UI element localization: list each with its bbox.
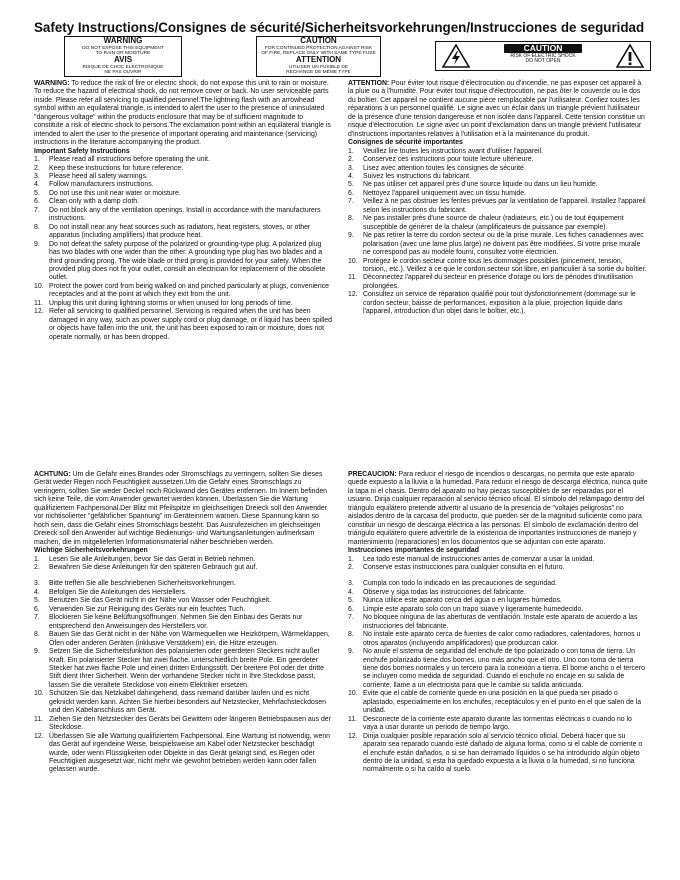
list-gap [348, 572, 648, 580]
item-text: Déconnectez l'appareil du secteur en présence d'orage ou lors de périodes d'inutilisation prolongées. [363, 274, 633, 290]
spanish-heading: Instrucciones importantes de seguridad [348, 547, 479, 555]
item-number: 9. [34, 648, 40, 656]
item-text: Do not block any of the ventilation openings. Install in accordance with the manufacturers instructions. [49, 206, 321, 223]
list-item [34, 181, 332, 189]
lightning-triangle-icon [442, 44, 470, 68]
item-text: Clean only with a damp cloth. [49, 198, 140, 206]
item-number: 5. [348, 597, 354, 605]
item-text: Limpie este aparato solo con un trapo suave y ligeramente humedecido. [363, 605, 584, 613]
english-section [34, 80, 332, 342]
item-text: Evite que el cable de corriente quede en una posición en la que pueda ser pisado o aplastado, especialmente en los enchufes, receptáculos y en el punto en el que salen de la unidad. [363, 690, 642, 715]
list-item [34, 300, 332, 308]
item-text: Bitte treffen Sie alle beschriebenen Sicherheitsvorkehrungen. [49, 580, 236, 588]
item-text: Ne pas installer près d'une source de chaleur (radiateurs, etc.) ou de tout équipement susceptible de générer de la chaleur (amplificateurs de puissance par exemple). [363, 215, 624, 231]
item-text: Conservez ces instructions pour toute lecture ultérieure. [363, 156, 534, 164]
item-text: Bauen Sie das Gerät nicht in der Nähe von Wärmequellen wie Heizkörpern, Wärmeklappen, Öfen oder anderen Geräten (inklusive Verstärkern) ein, die Hitze erzeugen. [49, 631, 330, 647]
warning-heading: WARNING [103, 36, 143, 45]
item-number: 5. [34, 597, 40, 605]
item-text: Protégez le cordon secteur contre tous les dommages possibles (pincement, tension, torsion,, etc.). Veillez à ce que le cordon secteur soit libre, en particulier à sa sortie du boîtier. [363, 257, 647, 273]
page-title: Safety Instructions/Consignes de sécurité/Sicherheitsvorkehrungen/Instrucciones de seguridad [34, 20, 645, 35]
list-item [348, 716, 648, 733]
list-item [34, 564, 332, 572]
item-text: Überlassen Sie alle Wartung qualifiziertem Fachpersonal. Eine Wartung ist notwendig, wenn das Gerät auf irgendeine Weise, beispielsweise am Kabel oder Netzstecker beschädigt wurde, oder wenn Flüssigkeiten oder Objekte in das Gerät gelangt sind, es Regen oder Feuchtigkeit ausgesetzt war, nicht mehr wie gewohnt betrieben werden kann oder fallen gelassen wurde. [49, 732, 330, 774]
avis-line: RISQUE DE CHOC ELECTRONIQUE [82, 64, 164, 70]
warning-line: DO NOT EXPOSE THIS EQUIPMENT [82, 45, 164, 51]
shock-caution-banner [435, 41, 651, 71]
english-list [34, 156, 332, 342]
item-number: 1. [348, 555, 354, 563]
spanish-lead: PRECAUCION: [348, 471, 397, 478]
list-item [34, 207, 332, 224]
german-section [34, 471, 332, 775]
list-item [348, 733, 648, 775]
caution-heading: CAUTION [300, 36, 337, 45]
list-item [348, 589, 648, 597]
list-item [34, 716, 332, 733]
item-number: 12. [348, 732, 358, 740]
list-item [34, 631, 332, 648]
item-number: 11. [348, 715, 358, 723]
item-text: Veuillez lire toutes les instructions avant d'utiliser l'appareil. [363, 147, 543, 155]
item-text: Befolgen Sie die Anleitungen des Herstellers. [49, 588, 187, 596]
item-number: 8. [34, 223, 40, 231]
shock-heading: CAUTION [504, 44, 582, 53]
list-item [34, 606, 332, 614]
list-item [34, 165, 332, 173]
list-item [348, 232, 648, 257]
list-item [348, 564, 648, 572]
french-intro-text: Pour éviter tout risque d'électrocution ou d'incendie, ne pas exposer cet appareil à la pluie ou à l'humidité. Pour éviter tout risque d'électrocution, ne pas ôter le couvercle ou le dos du boîtier. Cet appareil ne contient aucune pièce remplaçable par l'utilisateur. Confiez toutes les réparations à un personnel qualifié. Le signe avec un éclair dans un triangle prévient l'utilisateur de la présence d'une tension dangereuse et non isolée dans l'appareil. Cette tension constitue un risque d'électrocution. Le signe avec un point d'exclamation dans un triangle prévient l'utilisateur d'instructions importantes relatives à l'utilisation et à la maintenance du produit. [348, 80, 645, 138]
item-text: Please heed all safety warnings. [49, 172, 148, 180]
list-item [348, 690, 648, 715]
item-number: 3. [34, 172, 40, 180]
shock-line: RISK OF ELECTRIC SHOCK [510, 53, 576, 59]
item-text: Schützen Sie das Netzkabel dahingehend, dass niemand darüber laufen und es nicht geknickt werden kann. Achten Sie hierbei besonders auf Netzstecker, Mehrfachsteckdosen und den Kabelanschluss am Gerät. [49, 690, 326, 715]
french-lead: ATTENTION: [348, 80, 390, 87]
item-text: Conserve estas instrucciones para cualquier consulta en el futuro. [363, 563, 565, 571]
warning-label [64, 36, 182, 77]
item-text: Unplug this unit during lightning storms or when unused for long periods of time. [49, 299, 293, 307]
list-item [34, 198, 332, 206]
item-number: 3. [348, 164, 354, 172]
item-number: 12. [348, 291, 358, 299]
list-item [34, 614, 332, 631]
item-number: 4. [34, 588, 40, 596]
list-item [348, 181, 648, 189]
list-item [34, 224, 332, 241]
list-item [348, 173, 648, 181]
item-text: Refer all servicing to qualified personnel. Servicing is required when the unit has been damaged in any way, such as power supply cord or plug damage, or if liquid has been spilled or objects have fallen into the unit, the unit has been exposed to rain or moisture, does not operate normally, or has been dropped. [49, 308, 332, 341]
exclamation-triangle-icon [616, 44, 644, 68]
list-item [348, 606, 648, 614]
list-item [348, 198, 648, 215]
avis-line: NE PAS OUVRIR [104, 70, 142, 76]
item-text: Veillez à ne pas obstruer les fentes prévues par la ventilation de l'appareil. Installez l'appareil selon les instructions du fabricant. [363, 198, 646, 214]
item-text: Cumpla con todo lo indicado en las precauciones de seguridad. [363, 580, 557, 588]
caution-line: FOR CONTINUED PROTECTION AGAINST RISK [264, 45, 373, 51]
list-item [34, 597, 332, 605]
fuse-caution-label [256, 36, 381, 77]
spanish-intro-text: Para reducir el riesgo de incendios o descargas, no permita que este aparato quede expuesto a la lluvia o la humedad. Para reducir el riesgo de descarga eléctrica, nunca quite la tapa ni el chasis. Dentro del aparato no hay piezas susceptibles de ser reparadas por el usuario. Dirija cualquier reparación al servicio técnico oficial. El símbolo del relámpago dentro del triángulo equilátero pretende advertir al usuario de la presencia de "voltajes peligrosos" no aislados dentro de la carcasa del producto, que pueden ser de la magnitud suficiente como para constituir un riesgo de descarga eléctrica a las personas. El símbolo de exclamación dentro del triángulo equilátero quiere advertirle de la existencia de importantes instrucciones de manejo y mantenimiento (reparaciones) en los documentos que se adjuntan con este aparato. [348, 471, 648, 546]
item-text: Lesen Sie alle Anleitungen, bevor Sie das Gerät in Betrieb nehmen. [49, 555, 256, 563]
list-item [348, 215, 648, 232]
item-number: 6. [34, 198, 40, 206]
item-number: 9. [348, 232, 354, 240]
item-text: Dirija cualquier posible reparación solo al servicio técnico oficial. Deberá hacer que su aparato sea reparado cuando esté dañado de alguna forma, como si el cable de corriente o el enchufe están dañados, o si se han derramado líquidos o se ha introducido algún objeto dentro de la unidad, si esta ha quedado expuesta a la lluvia o la humedad, si no funciona normalmente o si ha caído al suelo. [363, 732, 643, 774]
item-number: 11. [348, 274, 358, 282]
item-text: Nettoyez l'appareil uniquement avec un tissu humide. [363, 189, 526, 197]
item-number: 11. [34, 715, 44, 723]
english-heading: Important Safety Instructions [34, 147, 130, 155]
item-number: 9. [348, 648, 354, 656]
item-number: 8. [34, 631, 40, 639]
item-number: 2. [34, 164, 40, 172]
list-item [34, 283, 332, 300]
item-text: Desconecte de la corriente este aparato durante las tormentas eléctricas o cuando no lo vaya a usar durante un periodo de tiempo largo. [363, 715, 632, 732]
item-number: 3. [348, 580, 354, 588]
item-text: Follow manufacturers instructions. [49, 181, 154, 189]
item-number: 1. [348, 147, 354, 155]
item-number: 1. [34, 156, 40, 164]
item-number: 3. [34, 580, 40, 588]
german-heading: Wichtige Sicherheitsvorkehrungen [34, 547, 148, 555]
list-item [348, 648, 648, 690]
item-number: 12. [34, 732, 44, 740]
item-number: 8. [348, 215, 354, 223]
spanish-intro [348, 471, 648, 547]
item-text: Protect the power cord from being walked on and pinched particularly at plugs, convenience receptacles and at the point at which they exit from the unit. [49, 282, 329, 299]
german-lead: ACHTUNG: [34, 471, 71, 478]
item-number: 12. [34, 308, 44, 316]
item-number: 2. [34, 563, 40, 571]
item-text: Setzen Sie die Sicherheitsfunktion des polarisierten oder geerdeten Steckers nicht außer Kraft. Ein polarisierter Stecker hat zwei flache, unterschiedlich breite Pole. Ein geerdeter Stecker hat zwei flache Pole und einen dritten Erdungsstift. Der breitere Pol oder der dritte Stift dient Ihrer Sicherheit. Wenn der vorhandene Stecker nicht in Ihre Steckdose passt, lassen Sie die veraltete Steckdose von einem Elektriker ersetzen. [49, 648, 325, 689]
list-item [34, 580, 332, 588]
item-number: 9. [34, 240, 40, 248]
list-item [348, 631, 648, 648]
german-intro [34, 471, 332, 547]
french-section [348, 80, 648, 317]
list-item [348, 556, 648, 564]
list-item [34, 690, 332, 715]
list-item [348, 597, 648, 605]
item-number: 7. [34, 614, 40, 622]
item-number: 2. [348, 156, 354, 164]
shock-line: DO NOT OPEN [525, 58, 561, 65]
item-text: Ziehen Sie den Netzstecker des Geräts bei Gewittern oder längeren Betriebspausen aus der Steckdose. [49, 715, 331, 732]
french-intro [348, 80, 648, 139]
list-item [348, 258, 648, 275]
list-item [34, 190, 332, 198]
item-number: 10. [348, 257, 358, 265]
item-number: 6. [348, 189, 354, 197]
item-text: Bewahren Sie diese Anleitungen für den späteren Gebrauch gut auf. [49, 563, 258, 571]
item-text: No instale este aparato cerca de fuentes de calor como radiadores, calentadores, hornos u otros aparatos (incluyendo amplificadores) que produzcan calor. [363, 631, 641, 647]
warning-line: TO RAIN OR MOISTURE [95, 50, 151, 56]
list-item [34, 733, 332, 775]
avis-heading: AVIS [113, 55, 133, 65]
item-text: Benutzen Sie das Gerät nicht in der Nähe von Wasser oder Feuchtigkeit. [49, 597, 271, 605]
attention-line: UTILISER UN FUSIBLE DE [288, 64, 349, 70]
list-item [34, 241, 332, 283]
list-item [348, 190, 648, 198]
item-number: 7. [34, 206, 40, 214]
item-number: 1. [34, 555, 40, 563]
list-item [34, 173, 332, 181]
item-number: 7. [348, 198, 354, 206]
list-item [34, 156, 332, 164]
german-intro-text: Um die Gefahr eines Brandes oder Stromschlags zu verringern, sollten Sie dieses Gerät weder Regen noch Feuchtigkeit aussetzen.Um die Gefahr eines Stromschlags zu verringern, sollten Sie weder Deckel noch Rückwand des Gerätes entfernen. Im Innern befinden sich keine Teile, die vom Anwender gewartet werden können. Überlassen Sie die Wartung qualifiziertem Fachpersonal.Der Blitz mit Pfeilspitze im gleichseitigen Dreieck soll den Anwender vor nichtisolierter "gefährlicher Spannung" im Geräteinnern warnen. Diese Spannung kann so hoch sein, dass die Gefahr eines Stromschlags besteht. Das Ausrufezeichen im gleichseitigen Dreieck soll den Anwender auf wichtige Bedienungs- und Wartungsanleitungen aufmerksam machen, die im mitgelieferten Informationsmaterial näher beschrieben werden. [34, 471, 328, 546]
list-item [348, 614, 648, 631]
item-text: Nunca utilice este aparato cerca del agua o en lugares húmedos. [363, 597, 562, 605]
item-number: 5. [34, 189, 40, 197]
item-text: No bloquee ninguna de las aberturas de ventilación. Instale este aparato de acuerdo a las instrucciones del fabricante. [363, 614, 638, 630]
list-item [348, 580, 648, 588]
item-number: 5. [348, 181, 354, 189]
list-item [34, 589, 332, 597]
item-number: 11. [34, 299, 44, 307]
german-list [34, 556, 332, 775]
item-number: 6. [34, 605, 40, 613]
item-text: Suivez les instructions du fabricant. [363, 172, 472, 180]
list-item [348, 274, 648, 291]
attention-line: RECHANGE DE MÊME TYPE [286, 70, 351, 76]
spanish-list [348, 556, 648, 775]
list-gap [34, 572, 332, 580]
item-text: Verwenden Sie zur Reinigung des Geräts nur ein feuchtes Tuch. [49, 605, 246, 613]
item-text: Blockieren Sie keine Belüftungsöffnungen. Nehmen Sie den Einbau des Geräts nur entsprechend den Anweisungen des Herstellers vor. [49, 614, 303, 630]
list-item [348, 156, 648, 164]
item-text: Observe y siga todas las instrucciones del fabricante. [363, 588, 526, 596]
list-item [34, 308, 332, 342]
item-text: Keep these instructions for future reference. [49, 164, 184, 172]
item-number: 4. [348, 172, 354, 180]
item-number: 7. [348, 614, 354, 622]
item-number: 4. [34, 181, 40, 189]
list-item [34, 556, 332, 564]
item-text: Do not install near any heat sources such as radiators, heat registers, stoves, or other apparatus (including amplifiers) that produce heat. [49, 223, 311, 240]
french-list [348, 148, 648, 317]
french-heading: Consignes de sécurité importantes [348, 139, 463, 147]
english-lead: WARNING: [34, 80, 70, 87]
item-text: No anule el sistema de seguridad del enchufe de tipo polarizado o con toma de tierra. Un enchufe polarizado tiene dos bornes, uno más ancho que el otro. Uno con toma de tierra tiene dos bornes normales y un tercero para la conexión a tierra. El borne ancho o el tercero se incluyen como medida de seguridad. Cuando el enchufe no encaje en su salida de corriente, llame a un electricista para que le cambie su salida anticuada. [363, 648, 645, 689]
item-text: Please read all instructions before operating the unit. [49, 156, 210, 164]
item-text: Lisez avec attention toutes les consignes de sécurité. [363, 164, 526, 172]
item-text: Lea todo este manual de instrucciones antes de comenzar a usar la unidad. [363, 555, 595, 563]
item-number: 2. [348, 563, 354, 571]
attention-heading: ATTENTION [295, 55, 342, 65]
item-text: Do not use this unit near water or moisture. [49, 189, 181, 197]
item-text: Ne pas retirer la terre du cordon secteur ou de la prise murale. Les fiches canadiennes avec polarisation (avec une lame plus large) ne doivent pas être modifiées. Si votre prise murale ne correspond pas au modèle fourni, consultez votre électricien. [363, 232, 644, 257]
item-number: 10. [34, 690, 44, 698]
spanish-section [348, 471, 648, 775]
caution-line: OF FIRE, REPLACE ONLY WITH SAME TYPE FUSE [261, 50, 376, 56]
item-number: 8. [348, 631, 354, 639]
item-number: 4. [348, 588, 354, 596]
list-item [348, 148, 648, 156]
item-text: Do not defeat the safety purpose of the polarized or grounding-type plug. A polarized plug has two blades with one wider than the other. A grounding type plug has two blades and a third grounding prong. The wide blade or third prong is provided for your safety. When the provided plug does not fit your outlet, consult an electrician for replacement of the obsolete outlet. [49, 240, 326, 282]
item-number: 6. [348, 605, 354, 613]
item-text: Consultez un service de réparation qualifié pour tout dysfonctionnement (dommage sur le cordon secteur, baisse de performances, exposition à la pluie, projection liquide dans l'appareil, introduction d'un objet dans le boîtier, etc.). [363, 291, 636, 316]
list-item [348, 291, 648, 316]
item-text: Ne pas utiliser cet appareil près d'une source liquide ou dans un lieu humide. [363, 181, 598, 189]
item-number: 10. [348, 690, 358, 698]
list-item [348, 165, 648, 173]
list-item [34, 648, 332, 690]
english-intro-text: To reduce the risk of fire or electric shock, do not expose this unit to rain or moisture. To reduce the hazard of electrical shock, do not remove cover or back. No user serviceable parts inside. Please refer all servicing to qualified personnel.The lightning flash with an arrowhead symbol within an equilateral triangle, is intended to alert the user to the presence of uninsulated "dangerous voltage" within the products enclosure that may be of sufficient magnitude to constitute a risk of electric shock to persons.The exclamation point within an equilateral triangle is intended to alert the user to the presence of important operating and maintenance (servicing) instructions in the literature accompanying the product. [34, 80, 331, 147]
item-number: 10. [34, 282, 44, 290]
english-intro [34, 80, 332, 148]
